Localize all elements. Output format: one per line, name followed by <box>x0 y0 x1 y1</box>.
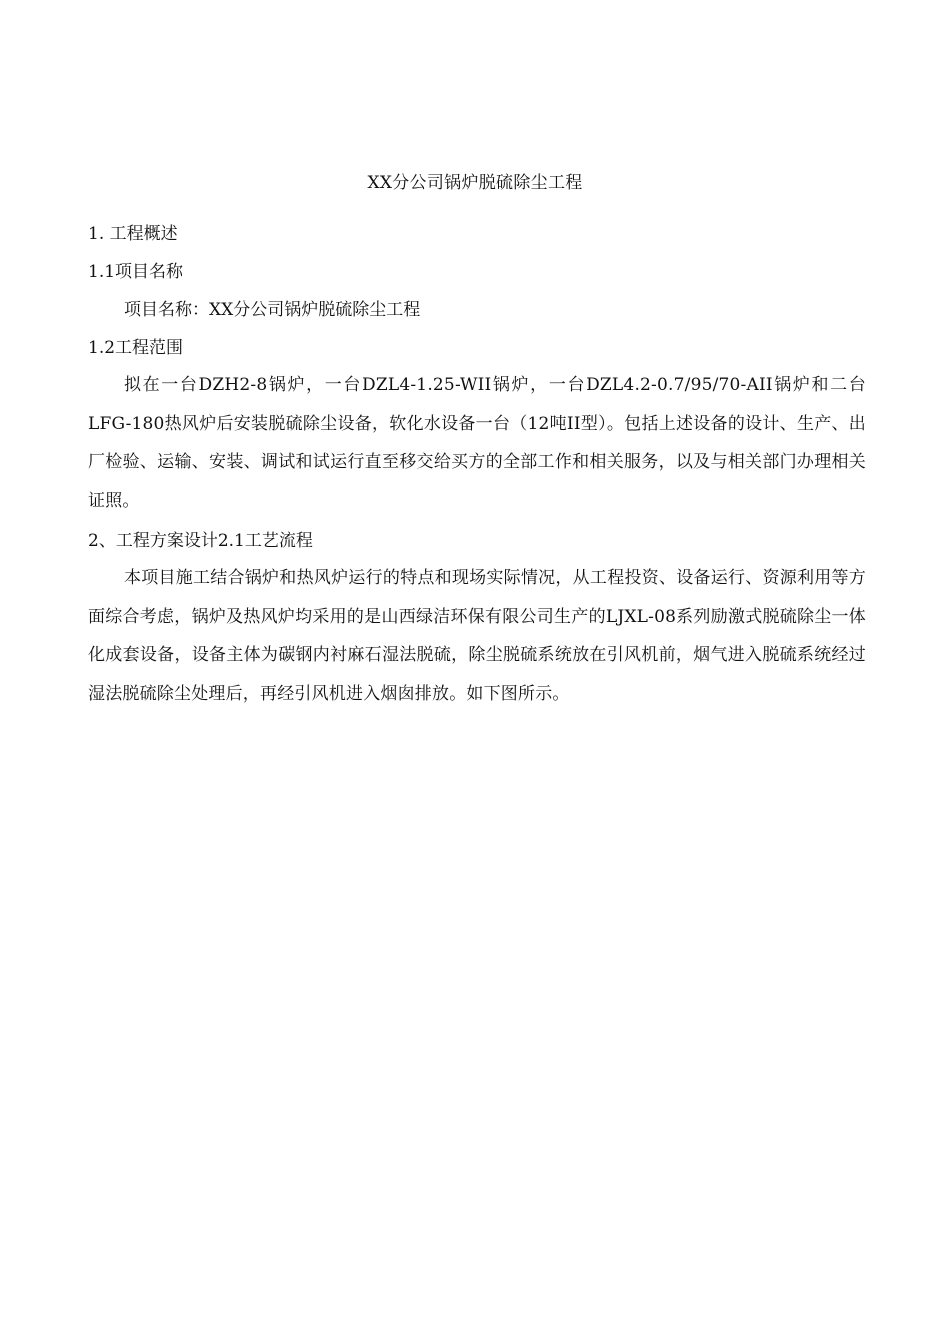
project-name-text: 项目名称：XX分公司锅炉脱硫除尘工程 <box>124 300 421 320</box>
scope-paragraph: 拟在一台DZH2-8锅炉，一台DZL4-1.25-WII锅炉，一台DZL4.2-0.7/95/70-AII锅炉和二台LFG-180热风炉后安装脱硫除尘设备，软化水设备一台（12吨II型）。包括上述设备的设计、生产、出厂检验、运输、安装、调试和试运行直至移交给买方的全部工作和相关服务，以及与相关部门办理相关证照。 <box>88 375 866 511</box>
section-1-heading: 1. 工程概述 <box>88 224 178 244</box>
section-2-heading: 2、工程方案设计2.1工艺流程 <box>88 531 313 551</box>
document-title: XX分公司锅炉脱硫除尘工程 <box>367 173 583 193</box>
section-1-2-heading: 1.2工程范围 <box>88 338 184 358</box>
process-paragraph: 本项目施工结合锅炉和热风炉运行的特点和现场实际情况，从工程投资、设备运行、资源利用等方面综合考虑，锅炉及热风炉均采用的是山西绿洁环保有限公司生产的LJXL-08系列励激式脱硫除尘一体化成套设备，设备主体为碳钢内衬麻石湿法脱硫，除尘脱硫系统放在引风机前，烟气进入脱硫系统经过湿法脱硫除尘处理后，再经引风机进入烟囱排放。如下图所示。 <box>88 568 866 704</box>
section-1-1-heading: 1.1项目名称 <box>88 262 184 282</box>
